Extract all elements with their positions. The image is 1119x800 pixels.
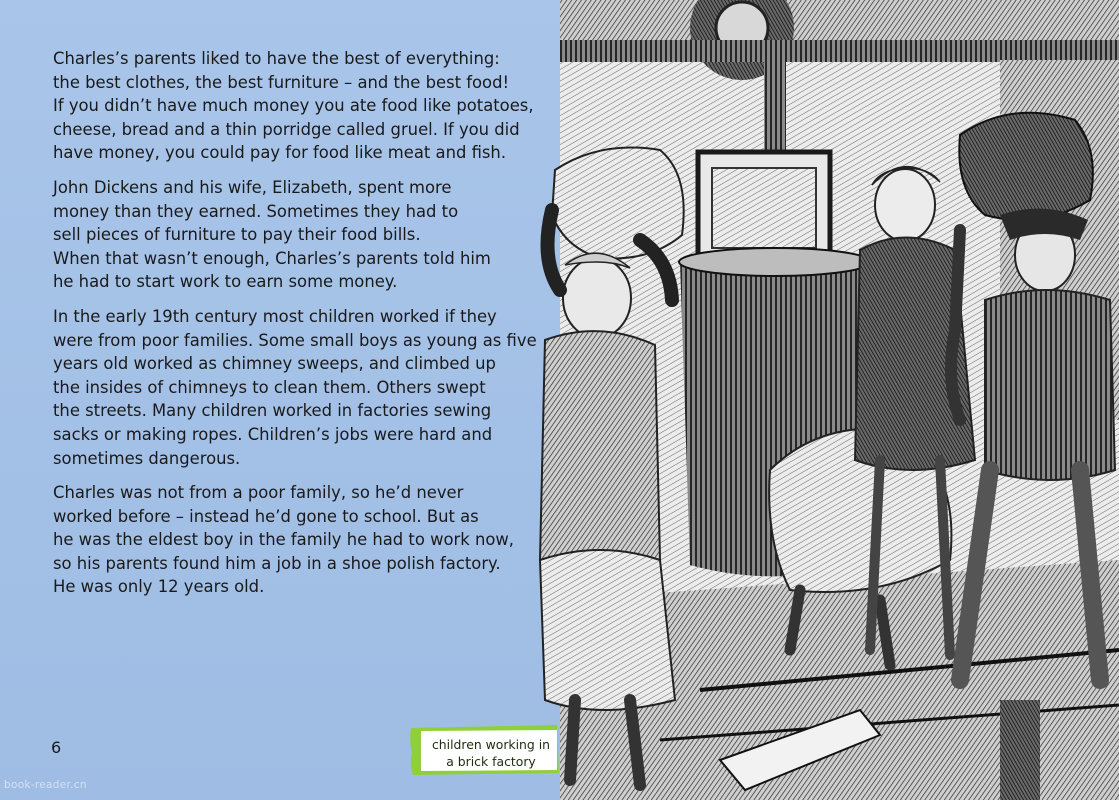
- watermark: book-reader.cn: [4, 779, 87, 791]
- page-number: 6: [51, 738, 62, 757]
- image-caption: [409, 725, 559, 775]
- paragraph-2: John Dickens and his wife, Elizabeth, spent more money than they earned. Sometimes they had to sell pieces of furniture to pay their food bills. When that wasn’t enough, Charles’s parents told him he had to start work to earn some money.: [53, 177, 491, 292]
- paragraph-4: Charles was not from a poor family, so he’d never worked before – instead he’d gone to school. But as he was the eldest boy in the family he had to work now, so his parents found him a job in a shoe polish factory. He was only 12 years old.: [53, 483, 514, 597]
- paragraph-3: In the early 19th century most children worked if they were from poor families. Some small boys as young as five years old worked as chimney sweeps, and climbed up the insides of chimneys to clean them. Others swept the streets. Many children worked in factories sewing sacks or making ropes. Children’s jobs were hard and sometimes dangerous.: [53, 306, 537, 468]
- paragraph-1: Charles’s parents liked to have the best of everything: the best clothes, the best furniture – and the best food! If you didn’t have much money you ate food like potatoes, cheese, bread and a thin porridge called gruel. If you did have money, you could pay for food like meat and fish.: [53, 49, 534, 163]
- body-text: [53, 47, 553, 610]
- caption-text: children working in a brick factory: [431, 737, 551, 769]
